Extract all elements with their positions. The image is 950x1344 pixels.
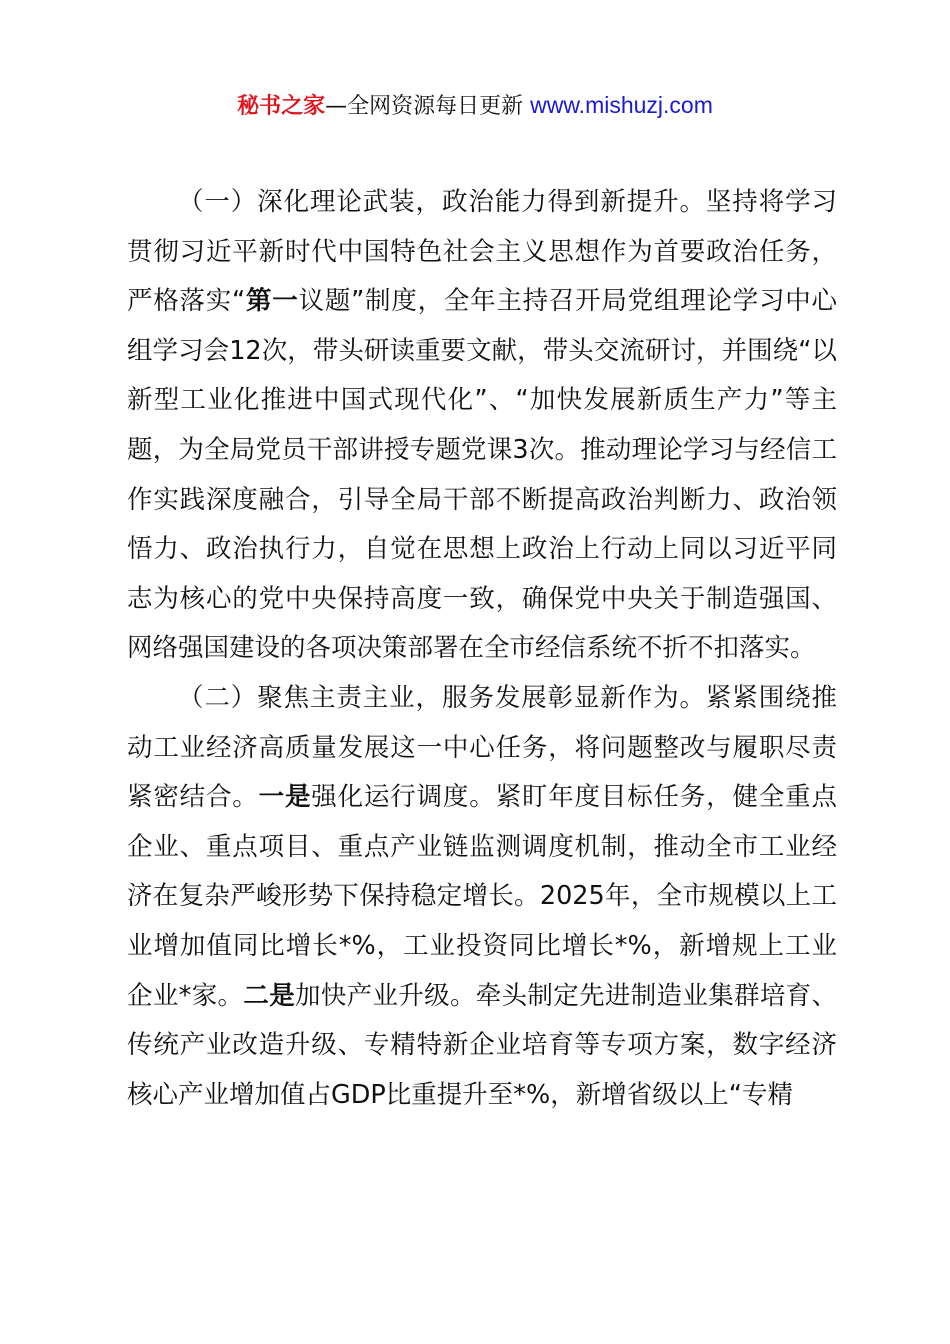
paragraph-text: （二）聚焦主责主业，服务发展彰显新作为。紧紧围绕推动工业经济高质量发展这一中心任务，将问题整改与履职尽责紧密结合。 — [127, 682, 837, 813]
paragraph-text: 议题”制度，全年主持召开局党组理论学习中心组学习会12次，带头研读重要文献，带头交流研讨，并围绕“以新型工业化推进中国式现代化”、“加快发展新质生产力”等主题，为全局党员干部讲授专题党课3次。推动理论学习与经信工作实践深度融合，引导全局干部不断提高政治判断力、政治领悟力、政治执行力，自觉在思想上政治上行动上同以习近平同志为核心的党中央保持高度一致，确保党中央关于制造强国、网络强国建设的各项决策部署在全市经信系统不折不扣落实。 — [127, 286, 837, 664]
site-url-link[interactable]: www.mishuzj.com — [530, 92, 713, 118]
paragraph-theory-study — [127, 178, 837, 674]
paragraph-text: 强化运行调度。紧盯年度目标任务，健全重点企业、重点项目、重点产业链监测调度机制，推动全市工业经济在复杂严峻形势下保持稳定增长。2025年，全市规模以上工业增加值同比增长*%，工业投资同比增长*%，新增规上工业企业*家。 — [127, 782, 837, 1011]
bold-phrase: 第一 — [245, 286, 299, 317]
header-tagline: —全网资源每日更新 — [325, 94, 531, 119]
paragraph-text: 加快产业升级。牵头制定先进制造业集群培育、传统产业改造升级、专精特新企业培育等专项方案，数字经济核心产业增加值占GDP比重提升至*%，新增省级以上“专精 — [127, 980, 837, 1110]
page-header — [0, 88, 950, 124]
bold-phrase: 一是 — [258, 782, 312, 813]
brand-name: 秘书之家 — [237, 94, 326, 119]
paragraph-main-duties — [127, 674, 837, 1120]
document-body — [127, 178, 837, 1120]
bold-phrase: 二是 — [243, 980, 296, 1011]
paragraph-text: （一）深化理论武装，政治能力得到新提升。坚持将学习贯彻习近平新时代中国特色社会主义思想作为首要政治任务，严格落实“ — [127, 187, 837, 317]
